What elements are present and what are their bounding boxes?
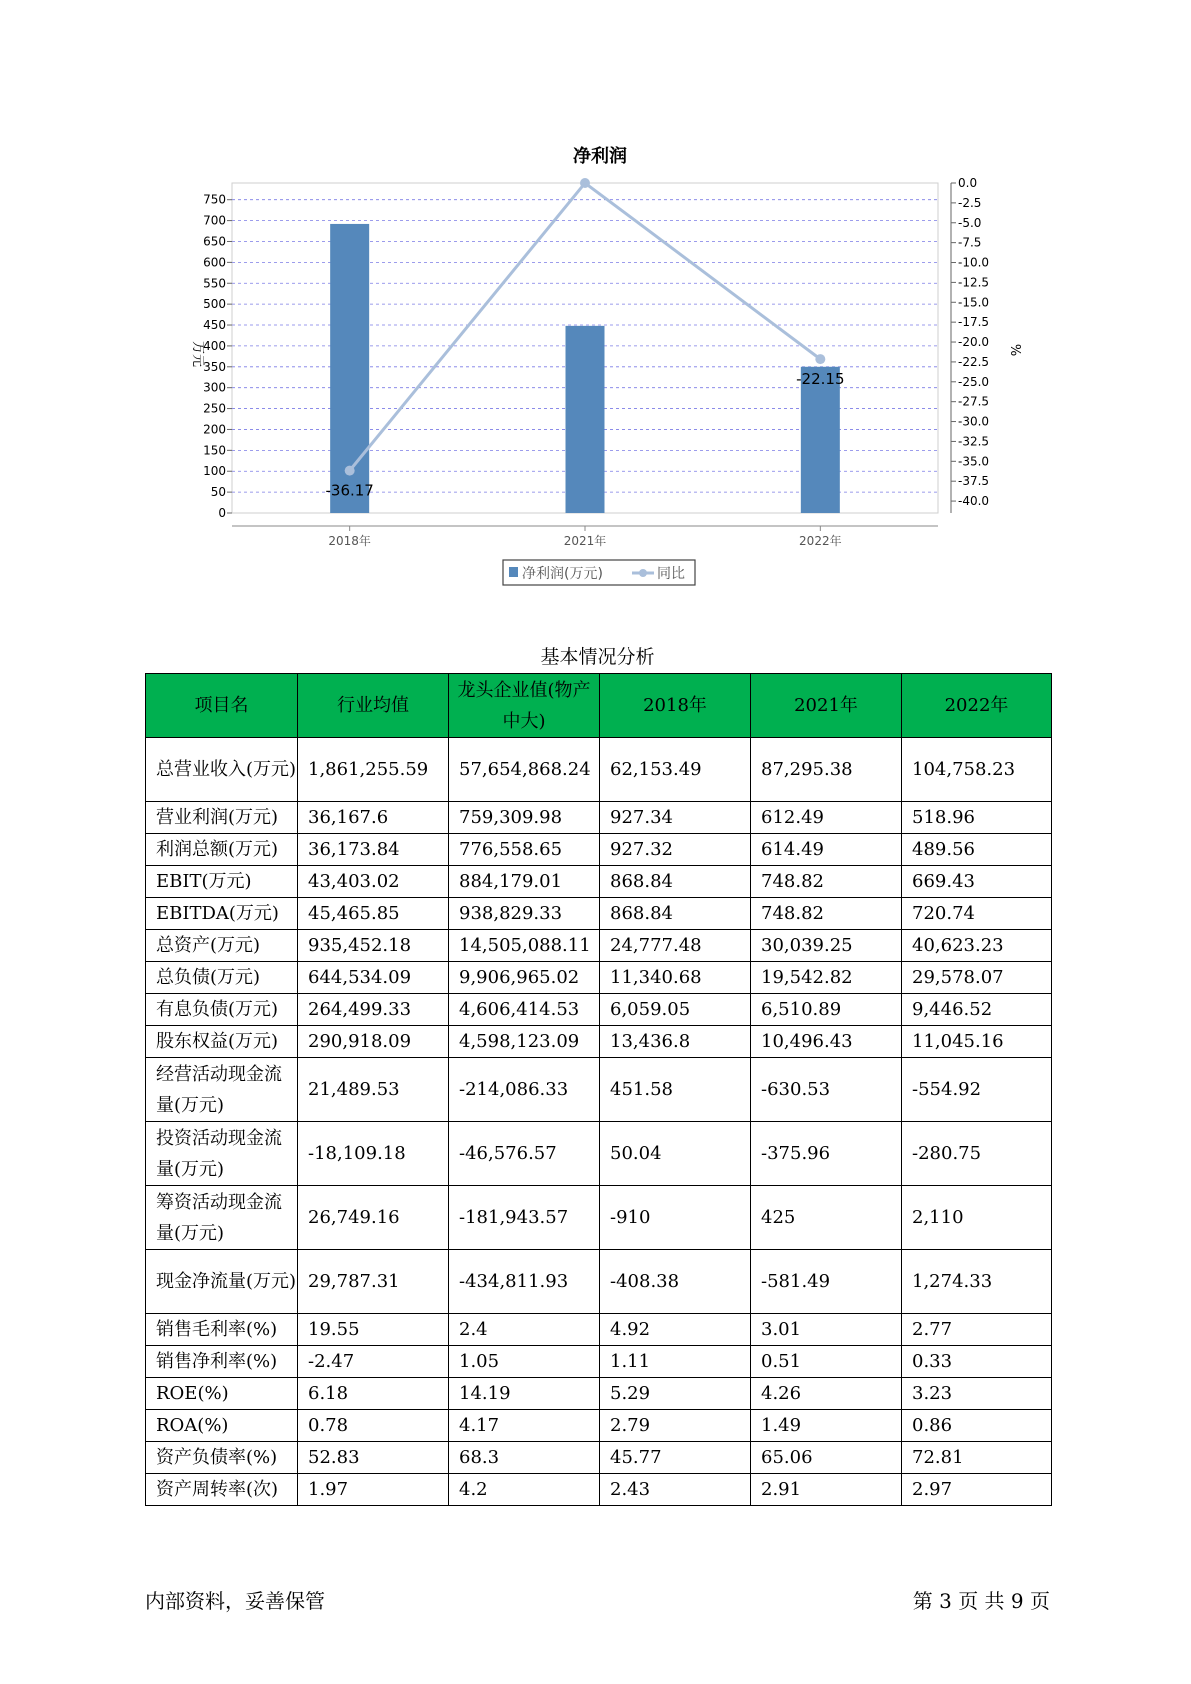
cell-row-name: EBIT(万元) (146, 866, 298, 898)
cell-value-2021: 1.49 (751, 1410, 902, 1442)
table-row (146, 1314, 1052, 1346)
cell-value-2022: 720.74 (902, 898, 1052, 930)
cell-row-name: 资产负债率(%) (146, 1442, 298, 1474)
cell-value-2021: 612.49 (751, 802, 902, 834)
y2-tick-label: -20.0 (958, 335, 990, 350)
y-tick-label: 100 (203, 464, 226, 479)
table-row (146, 1410, 1052, 1442)
y-tick-label: 500 (203, 297, 226, 312)
header-leader-value: 龙头企业值(物产中大) (449, 674, 600, 738)
cell-value-2018: 4.92 (600, 1314, 751, 1346)
cell-leader-value: 4,598,123.09 (449, 1026, 600, 1058)
table-row (146, 1058, 1052, 1122)
cell-leader-value: -46,576.57 (449, 1122, 600, 1186)
y2-tick-label: -7.5 (958, 235, 982, 250)
cell-row-name: ROA(%) (146, 1410, 298, 1442)
table-row (146, 1250, 1052, 1314)
cell-leader-value: 68.3 (449, 1442, 600, 1474)
net-profit-chart (0, 0, 1191, 600)
cell-industry-average: 45,465.85 (298, 898, 449, 930)
cell-value-2021: 10,496.43 (751, 1026, 902, 1058)
cell-industry-average: 0.78 (298, 1410, 449, 1442)
y2-tick-label: -2.5 (958, 195, 982, 210)
cell-leader-value: 1.05 (449, 1346, 600, 1378)
cell-row-name: 利润总额(万元) (146, 834, 298, 866)
basic-analysis-table (145, 673, 1052, 1506)
cell-value-2018: 927.32 (600, 834, 751, 866)
cell-value-2022: 0.86 (902, 1410, 1052, 1442)
cell-industry-average: 1.97 (298, 1474, 449, 1506)
cell-industry-average: -18,109.18 (298, 1122, 449, 1186)
cell-value-2018: 5.29 (600, 1378, 751, 1410)
cell-leader-value: 759,309.98 (449, 802, 600, 834)
y-tick-label: 250 (203, 401, 226, 416)
cell-value-2018: 62,153.49 (600, 738, 751, 802)
table-header-row (146, 674, 1052, 738)
y-tick-label: 400 (203, 338, 226, 353)
y-tick-label: 600 (203, 255, 226, 270)
cell-value-2018: -408.38 (600, 1250, 751, 1314)
cell-value-2018: 11,340.68 (600, 962, 751, 994)
y-axis-left (203, 193, 232, 520)
y-tick-label: 0 (218, 506, 226, 520)
y2-tick-label: 0.0 (958, 176, 978, 190)
table-row (146, 1122, 1052, 1186)
y-tick-label: 50 (210, 485, 226, 500)
cell-value-2018: 451.58 (600, 1058, 751, 1122)
cell-value-2021: 425 (751, 1186, 902, 1250)
x-tick-label: 2018年 (328, 534, 371, 548)
cell-leader-value: 938,829.33 (449, 898, 600, 930)
cell-row-name: 有息负债(万元) (146, 994, 298, 1026)
cell-row-name: 总营业收入(万元) (146, 738, 298, 802)
header-2018: 2018年 (600, 674, 751, 738)
cell-industry-average: 29,787.31 (298, 1250, 449, 1314)
y-tick-label: 750 (203, 192, 226, 207)
cell-leader-value: 4.2 (449, 1474, 600, 1506)
yoy-point (345, 466, 355, 476)
y2-tick-label: -40.0 (958, 494, 990, 509)
cell-value-2018: 6,059.05 (600, 994, 751, 1026)
page-total: 9 (1010, 1589, 1024, 1613)
cell-value-2018: 2.79 (600, 1410, 751, 1442)
header-item-name: 项目名 (146, 674, 298, 738)
y-tick-label: 450 (203, 318, 226, 333)
y2-tick-label: -12.5 (958, 275, 990, 290)
cell-industry-average: 36,173.84 (298, 834, 449, 866)
table-row (146, 1442, 1052, 1474)
cell-value-2018: -910 (600, 1186, 751, 1250)
x-tick-label: 2021年 (563, 534, 607, 548)
cell-value-2022: 0.33 (902, 1346, 1052, 1378)
y2-tick-label: -15.0 (958, 295, 990, 310)
cell-industry-average: 6.18 (298, 1378, 449, 1410)
cell-value-2021: 748.82 (751, 898, 902, 930)
bar (801, 367, 840, 513)
cell-row-name: 经营活动现金流量(万元) (146, 1058, 298, 1122)
y2-tick-label: -22.5 (958, 354, 990, 369)
y2-axis-label: % (1007, 343, 1022, 357)
table-row (146, 930, 1052, 962)
cell-value-2021: 0.51 (751, 1346, 902, 1378)
table-row (146, 738, 1052, 802)
cell-leader-value: 2.4 (449, 1314, 600, 1346)
x-tick-label: 2022年 (799, 534, 842, 548)
footer-confidential-note: 内部资料，妥善保管 (145, 1589, 325, 1613)
y2-tick-label: -27.5 (958, 394, 990, 409)
cell-value-2018: 868.84 (600, 866, 751, 898)
cell-value-2021: 2.91 (751, 1474, 902, 1506)
cell-industry-average: 52.83 (298, 1442, 449, 1474)
cell-value-2018: 2.43 (600, 1474, 751, 1506)
table-caption: 基本情况分析 (540, 646, 655, 668)
cell-row-name: 总负债(万元) (146, 962, 298, 994)
data-label: -36.17 (325, 481, 374, 500)
cell-value-2018: 24,777.48 (600, 930, 751, 962)
cell-value-2022: 1,274.33 (902, 1250, 1052, 1314)
legend-bar-label: 净利润(万元) (522, 566, 603, 582)
cell-industry-average: 935,452.18 (298, 930, 449, 962)
cell-row-name: 营业利润(万元) (146, 802, 298, 834)
cell-value-2022: -280.75 (902, 1122, 1052, 1186)
cell-value-2018: 1.11 (600, 1346, 751, 1378)
chart-legend (503, 560, 695, 585)
y-axis-label: 万元 (190, 340, 205, 368)
cell-row-name: 筹资活动现金流量(万元) (146, 1186, 298, 1250)
footer-page-number (913, 1585, 1050, 1614)
y-tick-label: 350 (203, 359, 226, 374)
table-row (146, 1378, 1052, 1410)
cell-value-2022: 2.77 (902, 1314, 1052, 1346)
legend-line-marker (639, 569, 647, 577)
y-tick-label: 700 (203, 213, 226, 228)
y2-tick-label: -32.5 (958, 434, 990, 449)
cell-industry-average: 43,403.02 (298, 866, 449, 898)
cell-value-2018: 13,436.8 (600, 1026, 751, 1058)
cell-row-name: ROE(%) (146, 1378, 298, 1410)
cell-value-2022: 669.43 (902, 866, 1052, 898)
y-tick-label: 650 (203, 234, 226, 249)
header-industry-average: 行业均值 (298, 674, 449, 738)
cell-industry-average: 1,861,255.59 (298, 738, 449, 802)
table-row (146, 1026, 1052, 1058)
bar (566, 326, 605, 513)
cell-value-2022: 72.81 (902, 1442, 1052, 1474)
cell-value-2022: 29,578.07 (902, 962, 1052, 994)
cell-row-name: 总资产(万元) (146, 930, 298, 962)
cell-leader-value: 884,179.01 (449, 866, 600, 898)
cell-value-2022: 9,446.52 (902, 994, 1052, 1026)
cell-value-2021: 4.26 (751, 1378, 902, 1410)
cell-value-2021: 3.01 (751, 1314, 902, 1346)
legend-line-label: 同比 (657, 566, 685, 582)
cell-industry-average: 290,918.09 (298, 1026, 449, 1058)
cell-value-2021: 19,542.82 (751, 962, 902, 994)
cell-value-2018: 45.77 (600, 1442, 751, 1474)
cell-row-name: 销售净利率(%) (146, 1346, 298, 1378)
cell-industry-average: 644,534.09 (298, 962, 449, 994)
cell-leader-value: -214,086.33 (449, 1058, 600, 1122)
cell-value-2018: 868.84 (600, 898, 751, 930)
y2-tick-label: -30.0 (958, 414, 990, 429)
cell-value-2021: 748.82 (751, 866, 902, 898)
cell-value-2022: 518.96 (902, 802, 1052, 834)
cell-value-2021: -630.53 (751, 1058, 902, 1122)
cell-industry-average: 21,489.53 (298, 1058, 449, 1122)
yoy-point (580, 178, 590, 188)
cell-industry-average: 19.55 (298, 1314, 449, 1346)
page-mid: 页 共 (958, 1589, 1005, 1613)
cell-row-name: 股东权益(万元) (146, 1026, 298, 1058)
bar-series (330, 224, 840, 513)
table-row (146, 994, 1052, 1026)
cell-value-2021: 30,039.25 (751, 930, 902, 962)
cell-leader-value: 14,505,088.11 (449, 930, 600, 962)
table-row (146, 962, 1052, 994)
cell-leader-value: -181,943.57 (449, 1186, 600, 1250)
cell-leader-value: 4,606,414.53 (449, 994, 600, 1026)
y-tick-label: 150 (203, 443, 226, 458)
cell-row-name: 销售毛利率(%) (146, 1314, 298, 1346)
table-row (146, 1346, 1052, 1378)
cell-value-2021: -581.49 (751, 1250, 902, 1314)
cell-value-2021: 87,295.38 (751, 738, 902, 802)
y-tick-label: 200 (203, 422, 226, 437)
cell-value-2022: -554.92 (902, 1058, 1052, 1122)
cell-leader-value: 14.19 (449, 1378, 600, 1410)
cell-value-2021: -375.96 (751, 1122, 902, 1186)
y2-tick-label: -37.5 (958, 474, 990, 489)
table-row (146, 898, 1052, 930)
yoy-point (815, 354, 825, 364)
cell-value-2022: 104,758.23 (902, 738, 1052, 802)
cell-leader-value: 4.17 (449, 1410, 600, 1442)
legend-bar-swatch (509, 567, 518, 577)
cell-leader-value: 57,654,868.24 (449, 738, 600, 802)
y-tick-label: 300 (203, 380, 226, 395)
y2-tick-label: -5.0 (958, 215, 982, 230)
cell-value-2022: 489.56 (902, 834, 1052, 866)
cell-value-2021: 614.49 (751, 834, 902, 866)
table-row (146, 1474, 1052, 1506)
data-label: -22.15 (796, 370, 845, 389)
y2-tick-label: -17.5 (958, 315, 990, 330)
x-axis (232, 526, 938, 548)
cell-industry-average: 26,749.16 (298, 1186, 449, 1250)
cell-value-2018: 50.04 (600, 1122, 751, 1186)
cell-value-2022: 2,110 (902, 1186, 1052, 1250)
cell-leader-value: 9,906,965.02 (449, 962, 600, 994)
cell-value-2022: 11,045.16 (902, 1026, 1052, 1058)
y2-tick-label: -35.0 (958, 454, 990, 469)
cell-value-2021: 65.06 (751, 1442, 902, 1474)
cell-industry-average: 264,499.33 (298, 994, 449, 1026)
cell-row-name: 投资活动现金流量(万元) (146, 1122, 298, 1186)
header-2021: 2021年 (751, 674, 902, 738)
cell-row-name: 资产周转率(次) (146, 1474, 298, 1506)
cell-leader-value: 776,558.65 (449, 834, 600, 866)
y2-tick-label: -25.0 (958, 374, 990, 389)
cell-row-name: EBITDA(万元) (146, 898, 298, 930)
header-2022: 2022年 (902, 674, 1052, 738)
y-tick-label: 550 (203, 276, 226, 291)
table-row (146, 802, 1052, 834)
cell-value-2021: 6,510.89 (751, 994, 902, 1026)
cell-value-2022: 2.97 (902, 1474, 1052, 1506)
page-prefix: 第 (912, 1589, 933, 1613)
page-current: 3 (939, 1589, 952, 1613)
cell-value-2022: 40,623.23 (902, 930, 1052, 962)
cell-leader-value: -434,811.93 (449, 1250, 600, 1314)
cell-row-name: 现金净流量(万元) (146, 1250, 298, 1314)
cell-industry-average: 36,167.6 (298, 802, 449, 834)
table-row (146, 866, 1052, 898)
y2-tick-label: -10.0 (958, 255, 990, 270)
page-suffix: 页 (1030, 1589, 1050, 1613)
chart-title: 净利润 (573, 146, 627, 167)
cell-value-2018: 927.34 (600, 802, 751, 834)
table-row (146, 1186, 1052, 1250)
table-row (146, 834, 1052, 866)
cell-industry-average: -2.47 (298, 1346, 449, 1378)
y-axis-right (951, 176, 989, 513)
cell-value-2022: 3.23 (902, 1378, 1052, 1410)
